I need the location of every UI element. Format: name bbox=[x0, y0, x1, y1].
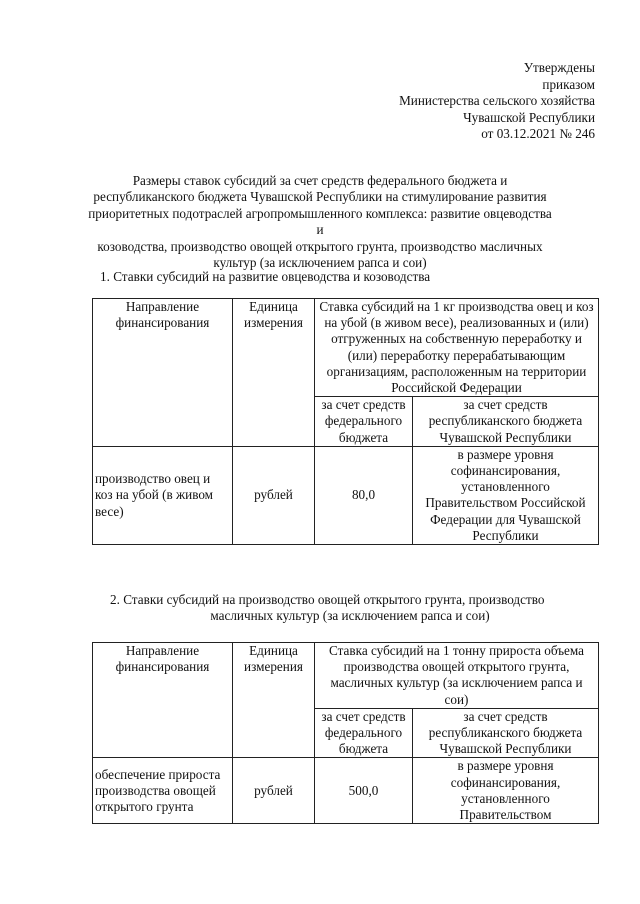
header-republic: за счет средств республиканского бюджета Чувашской Республики bbox=[413, 397, 599, 447]
title-line: Размеры ставок субсидий за счет средств федерального бюджета и bbox=[132, 173, 508, 188]
approval-line: Чувашской Республики bbox=[463, 109, 595, 125]
cell-federal: 500,0 bbox=[315, 758, 413, 824]
header-unit: Единица измерения bbox=[233, 299, 315, 447]
header-federal: за счет средств федерального бюджета bbox=[315, 397, 413, 447]
cell-unit: рублей bbox=[233, 446, 315, 544]
header-rate: Ставка субсидий на 1 тонну прироста объема производства овощей открытого грунта, масличных культур (за исключением рапса и сои) bbox=[315, 643, 599, 709]
cell-unit: рублей bbox=[233, 758, 315, 824]
approval-line: Утверждены bbox=[523, 60, 595, 75]
section-1-heading: 1. Ставки субсидий на развитие овцеводства и козоводства bbox=[100, 269, 431, 284]
title-line: республиканского бюджета Чувашской Республики на стимулирование развития bbox=[93, 189, 547, 205]
title-line: культур (за исключением рапса и сои) bbox=[213, 255, 427, 271]
cell-federal: 80,0 bbox=[315, 446, 413, 544]
header-rate: Ставка субсидий на 1 кг производства овец и коз на убой (в живом весе), реализованных и (или) отгруженных на собственную переработку и (или) переработку перерабатывающим организациям, расположенным на территории Российской Федерации bbox=[315, 299, 599, 397]
cell-direction: производство овец и коз на убой (в живом весе) bbox=[93, 446, 233, 544]
cell-direction: обеспечение прироста производства овощей открытого грунта bbox=[93, 758, 233, 824]
approval-line: от 03.12.2021 № 246 bbox=[481, 126, 595, 142]
section-2-heading-line: 2. Ставки субсидий на производство овощей открытого грунта, производство bbox=[110, 592, 545, 607]
document-title bbox=[85, 173, 555, 271]
approval-line: Министерства сельского хозяйства bbox=[399, 93, 595, 109]
section-2-heading bbox=[110, 592, 590, 625]
approval-block bbox=[399, 60, 595, 143]
section-2-heading-line: масличных культур (за исключением рапса и сои) bbox=[210, 608, 490, 624]
approval-line: приказом bbox=[542, 76, 595, 92]
cell-republic: в размере уровня софинансирования, установленного Правительством bbox=[413, 758, 599, 824]
title-line: приоритетных подотраслей агропромышленного комплекса: развитие овцеводства и bbox=[88, 205, 552, 238]
section-2-table bbox=[92, 642, 599, 824]
header-republic: за счет средств республиканского бюджета Чувашской Республики bbox=[413, 708, 599, 758]
header-direction: Направление финансирования bbox=[93, 299, 233, 447]
header-federal: за счет средств федерального бюджета bbox=[315, 708, 413, 758]
header-unit: Единица измерения bbox=[233, 643, 315, 758]
section-1-table bbox=[92, 298, 599, 545]
cell-republic: в размере уровня софинансирования, установленного Правительством Российской Федерации для Чувашской Республики bbox=[413, 446, 599, 544]
header-direction: Направление финансирования bbox=[93, 643, 233, 758]
title-line: козоводства, производство овощей открытого грунта, производство масличных bbox=[97, 238, 543, 254]
